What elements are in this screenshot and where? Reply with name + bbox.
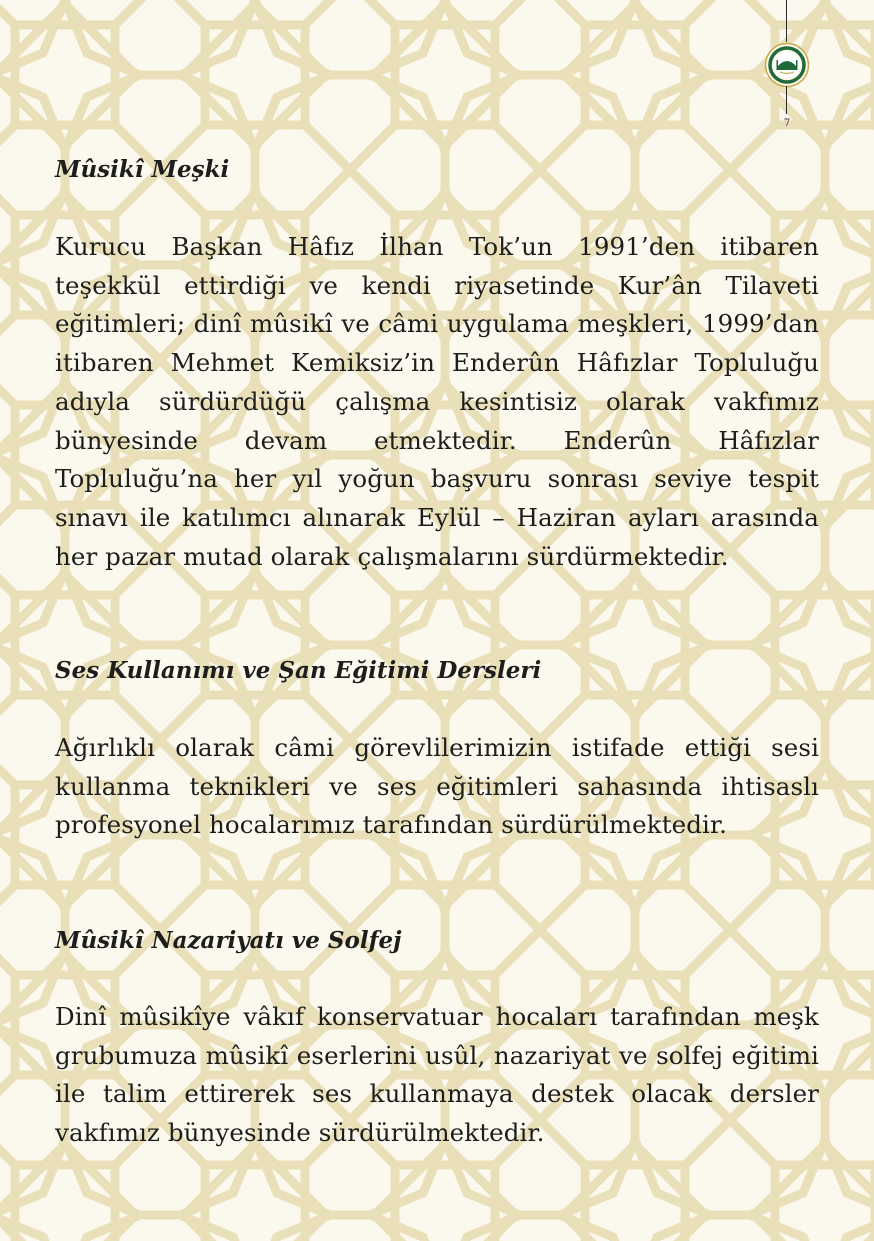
emblem-line-top [786,0,787,42]
section-paragraph-musiki-nazariyati: Dinî mûsikîye vâkıf konservatuar hocaları tarafından meşk grubumuza mûsikî eserlerini usûl, nazariyat ve solfej eğitimi ile talim ettirerek ses kullanmaya destek olacak dersler vakfımız bünyesinde sürdürülmektedir. [55,1002,819,1148]
section-paragraph-musiki-meski: Kurucu Başkan Hâfız İlhan Tok’un 1991’den itibaren teşekkül ettirdiği ve kendi riyasetinde Kur’ân Tilaveti eğitimleri; dinî mûsikî ve câmi uygulama meşkleri, 1999’dan itibaren Mehmet Kemiksiz’in Enderûn Hâfızlar Topluluğu adıyla sürdürdüğü çalışma kesintisiz olarak vakfımız bünyesinde devam etmektedir. Enderûn Hâfızlar Topluluğu’na her yıl yoğun başvuru sonrası seviye tespit sınavı ile katılımcı alınarak Eylül – Haziran ayları arasında her pazar mutad olarak çalışmalarını sürdürmektedir. [55,232,819,571]
section-heading-musiki-meski: Mûsikî Meşki [55,156,230,183]
section-paragraph-ses-kullanimi: Ağırlıklı olarak câmi görevlilerimizin istifade ettiği sesi kullanma teknikleri ve ses eğitimleri sahasında ihtisaslı profesyonel hocalarımız tarafından sürdürülmektedir. [55,733,819,840]
emblem-line-bottom [786,86,787,114]
section-heading-ses-kullanimi: Ses Kullanımı ve Şan Eğitimi Dersleri [55,657,542,684]
page-emblem [762,0,812,140]
page-number: 7 [783,118,791,129]
section-heading-musiki-nazariyati: Mûsikî Nazariyatı ve Solfej [55,927,402,954]
foundation-seal-icon [764,42,810,88]
